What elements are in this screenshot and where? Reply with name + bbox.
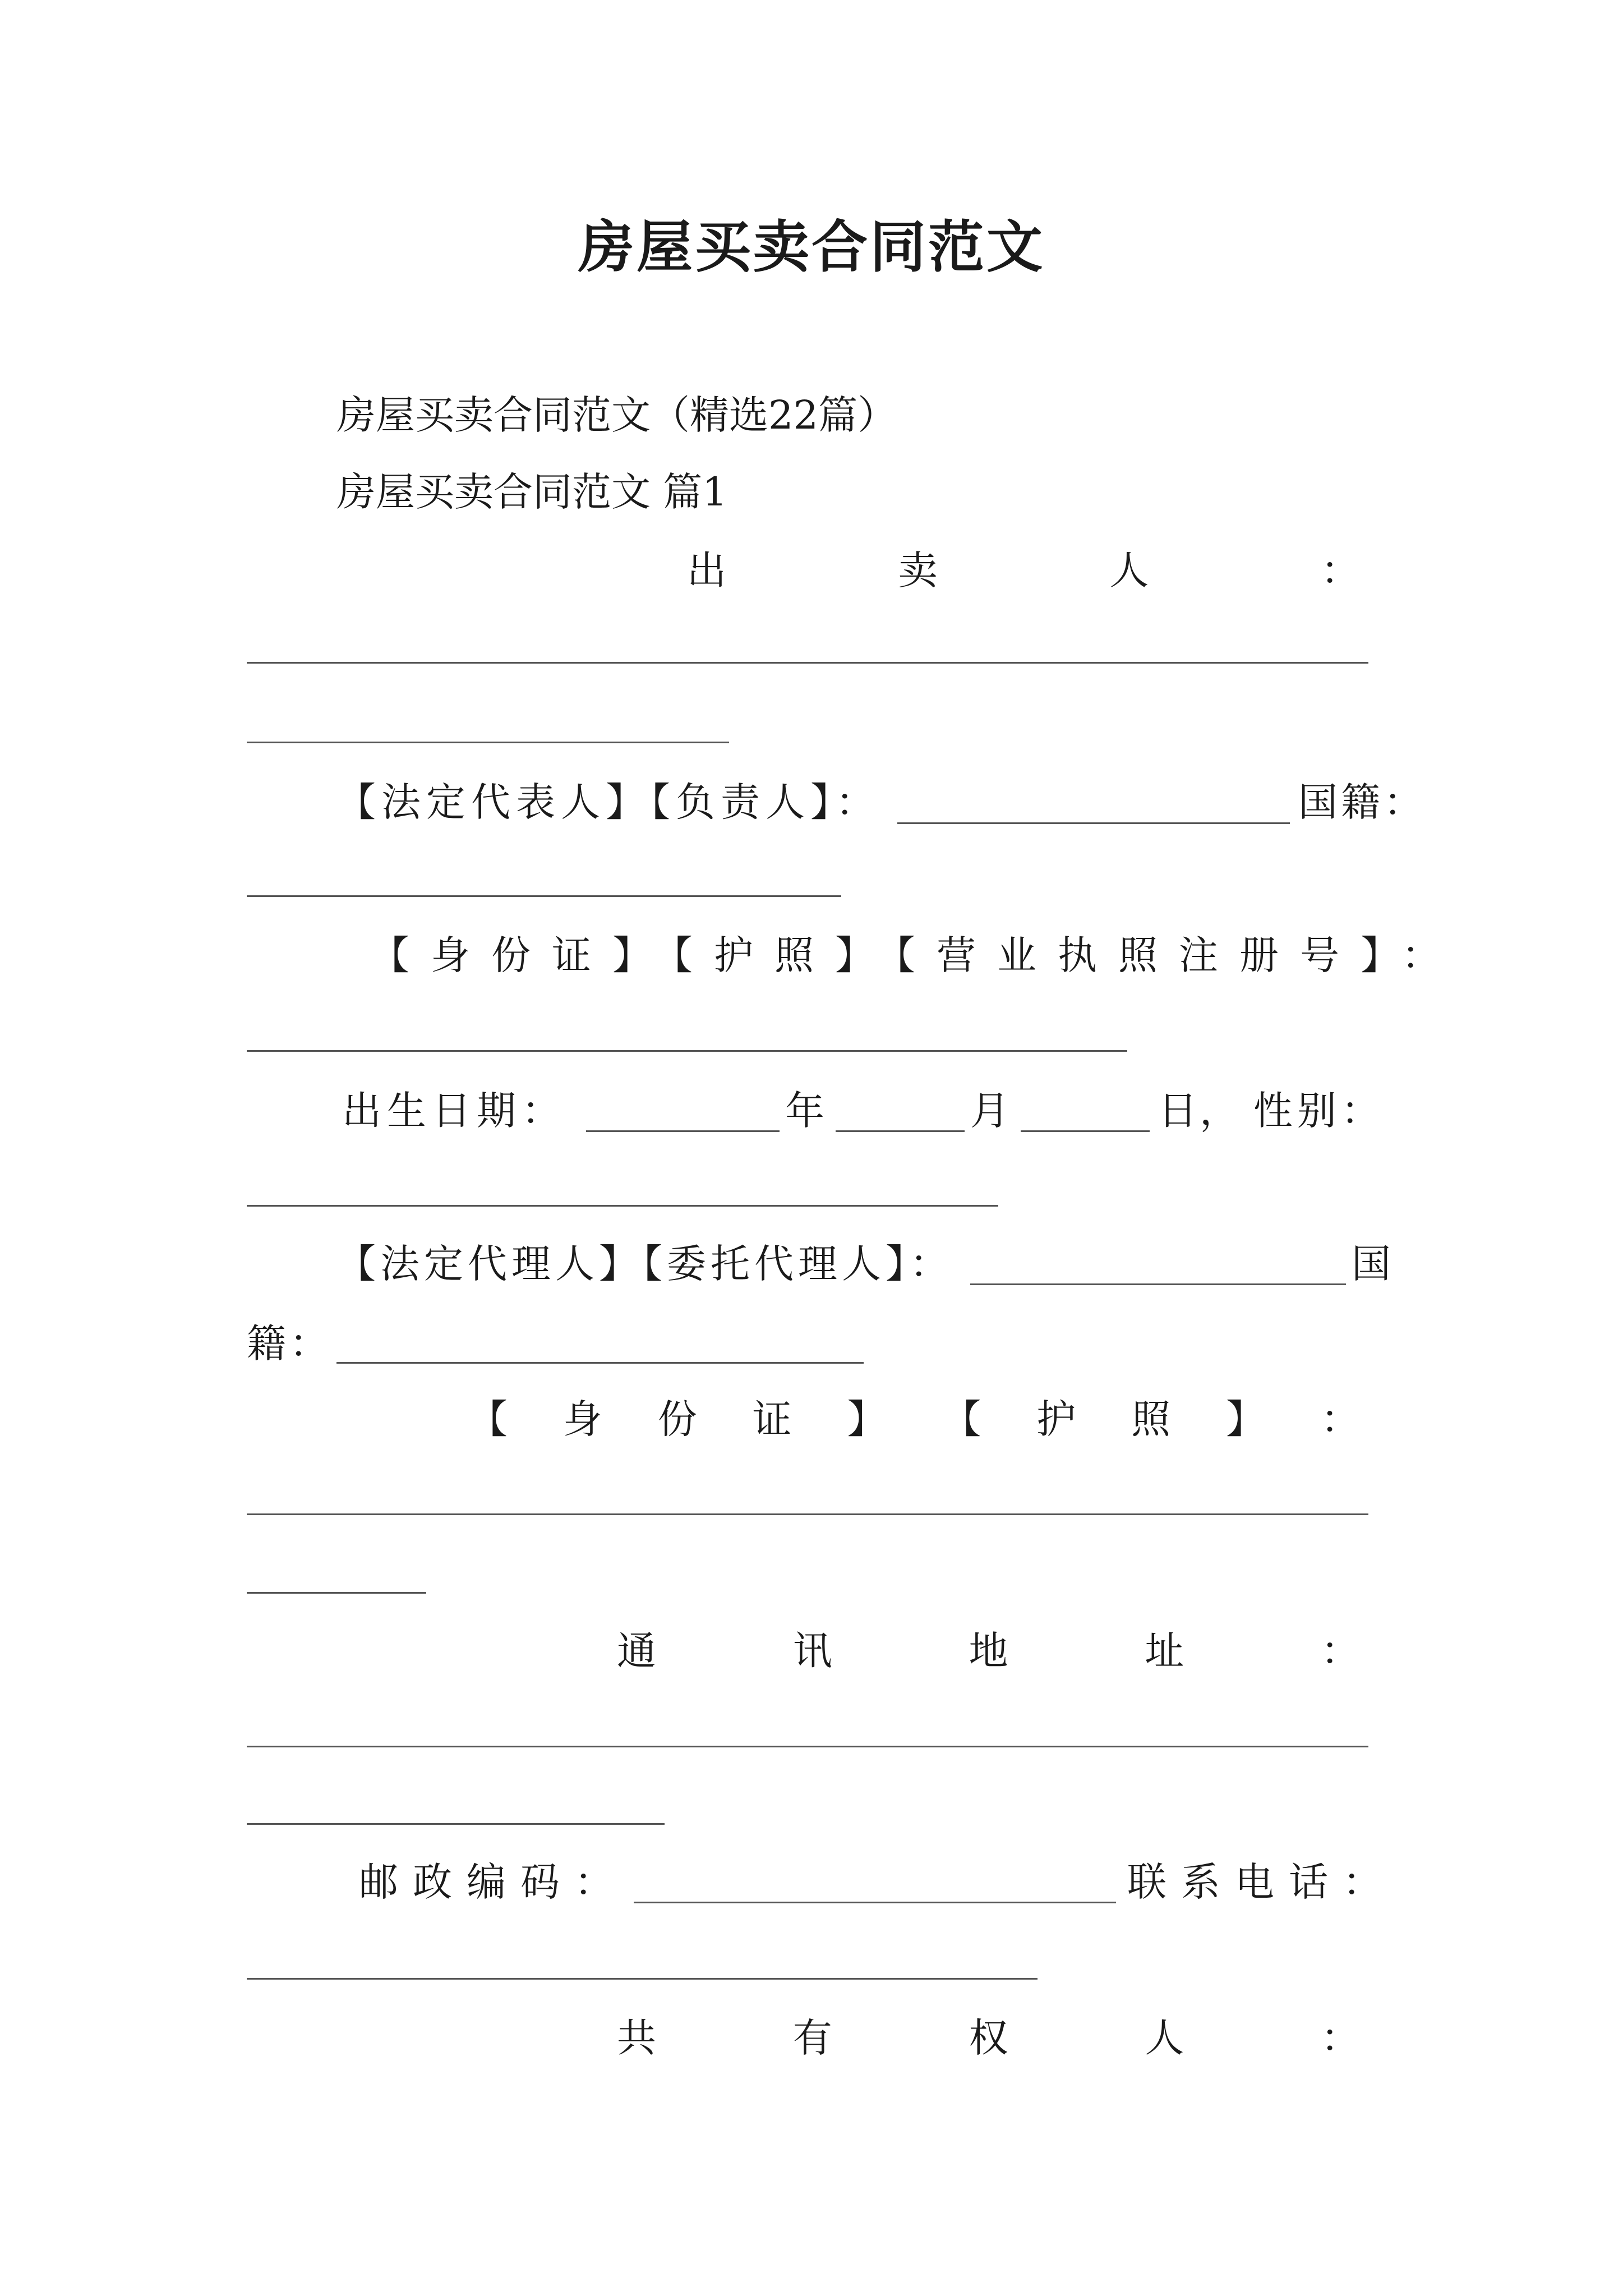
id-passport-char: 身 [562,1396,602,1442]
document-title: 房屋买卖合同范文 [578,214,1045,280]
document-subtitle: 房屋买卖合同范文（精选22篇） [336,392,897,438]
birth-year-label: 年 [785,1088,824,1134]
id-passport-blank-line [247,1592,426,1594]
id-passport-char: 】 [1226,1396,1265,1442]
birth-month-blank [836,1130,965,1132]
gender-label: 性别： [1253,1088,1385,1134]
co-owner-label [617,2015,1360,2061]
phone-blank-line [247,1978,1038,1980]
id-passport-char: 【 [468,1396,508,1442]
legal-rep-blank-line [897,822,1290,824]
agent-label: 【法定代理人】【委托代理人】： [336,1241,953,1287]
seller-blank-line [247,662,1368,664]
co-owner-char: 有 [792,2015,832,2061]
section-heading: 房屋买卖合同范文 篇1 [336,469,727,515]
birth-day-label: 日， [1158,1088,1241,1134]
co-owner-char: 人 [1145,2015,1184,2061]
legal-rep-nationality-label: 国籍： [1298,779,1426,825]
postal-code-label: 邮政编码： [359,1859,628,1905]
id-license-blank-line [247,1050,1127,1052]
birth-month-label: 月 [970,1088,1009,1134]
nationality-blank-line [247,895,841,897]
id-passport-char: 份 [657,1396,697,1442]
seller-char: 卖 [898,547,938,593]
birth-day-blank [1021,1130,1150,1132]
agent-nationality-label-part1: 国 [1352,1241,1391,1287]
id-passport-label [468,1396,1360,1442]
co-owner-char: ： [1321,2015,1360,2061]
agent-nationality-blank-line [336,1362,864,1364]
address-char: 通 [617,1628,656,1674]
co-owner-char: 共 [617,2015,656,2061]
postal-code-blank-line [634,1902,1116,1903]
agent-blank-line [970,1283,1346,1285]
address-char: 地 [969,1628,1008,1674]
agent-nationality-label-part2: 籍： [247,1320,332,1366]
address-label [617,1628,1360,1674]
id-passport-char: 照 [1131,1396,1171,1442]
co-owner-char: 权 [969,2015,1008,2061]
birth-date-label: 出生日期： [342,1088,566,1134]
address-blank-line [247,1823,665,1825]
birth-year-blank [586,1130,780,1132]
seller-char: 出 [687,547,726,593]
id-passport-char: 护 [1036,1396,1076,1442]
seller-label [687,547,1360,593]
address-blank-line [247,1746,1368,1747]
id-passport-char: 】 [847,1396,887,1442]
id-passport-char: ： [1320,1396,1360,1442]
address-char: 讯 [792,1628,832,1674]
phone-label: 联系电话： [1127,1859,1396,1905]
address-char: 址 [1145,1628,1184,1674]
address-char: ： [1321,1628,1360,1674]
legal-rep-label: 【法定代表人】【负责人】： [336,779,880,825]
id-passport-char: 【 [942,1396,981,1442]
seller-char: ： [1320,547,1360,593]
id-license-label: 【身份证】【护照】【营业执照注册号】： [370,932,1462,978]
seller-blank-line [247,742,729,743]
id-passport-char: 证 [752,1396,792,1442]
id-passport-blank-line [247,1513,1368,1515]
seller-char: 人 [1109,547,1149,593]
gender-blank-line [247,1205,998,1207]
